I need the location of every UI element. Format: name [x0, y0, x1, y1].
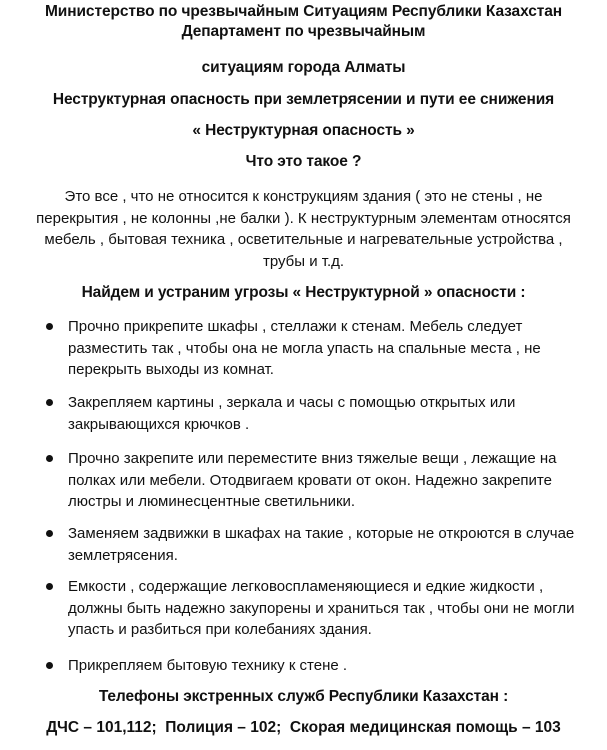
bullet-icon	[46, 583, 53, 590]
bullet-icon	[46, 399, 53, 406]
emergency-heading: Телефоны экстренных служб Республики Казахстан :	[98, 688, 509, 705]
bullet-icon	[46, 323, 53, 330]
bullet-icon	[46, 662, 53, 669]
bullet-icon	[46, 530, 53, 537]
list-item-text: Заменяем задвижки в шкафах на такие , которые не откроются в случае землетрясения.	[68, 525, 575, 564]
document-title: Неструктурная опасность при землетрясении и пути ее снижения	[52, 91, 555, 108]
list-item	[68, 655, 583, 677]
city-heading: ситуациям города Алматы	[201, 59, 406, 76]
bullet-icon	[46, 455, 53, 462]
list-item-text: Закрепляем картины , зеркала и часы с помощью открытых или закрывающихся крючков .	[68, 394, 516, 433]
threats-heading: Найдем и устраним угрозы « Неструктурной » опасности :	[81, 284, 526, 301]
list-item-text: Прочно закрепите или переместите вниз тяжелые вещи , лежащие на полках или мебели. Отодвигаем кровати от окон. Надежно закрепите люстры и люминесцентные светильники.	[68, 450, 557, 510]
section-title: « Неструктурная опасность »	[192, 122, 415, 139]
emergency-numbers: ДЧС – 101,112; Полиция – 102; Скорая медицинская помощь – 103	[46, 719, 561, 736]
question-heading: Что это такое ?	[245, 153, 362, 170]
intro-paragraph: Это все , что не относится к конструкциям здания ( это не стены , не перекрытия , не колонны ,не балки ). К неструктурным элементам относятся мебель , бытовая техника , осветительные и нагревательные устройства , трубы и т.д.	[36, 188, 571, 270]
list-item	[68, 316, 583, 381]
list-item	[68, 576, 583, 641]
list-item-text: Прочно прикрепите шкафы , стеллажи к стенам. Мебель следует разместить так , чтобы она не могла упасть на спальные места , не перекрыть выходы из комнат.	[68, 318, 541, 378]
organization-heading: Министерство по чрезвычайным Ситуациям Республики Казахстан Департамент по чрезвычайным	[45, 3, 562, 40]
list-item	[68, 523, 583, 566]
list-item-text: Прикрепляем бытовую технику к стене .	[68, 657, 348, 674]
list-item-text: Емкости , содержащие легковоспламеняющиеся и едкие жидкости , должны быть надежно закупорены и храниться так , чтобы они не могли упасть и разбиться при колебаниях здания.	[68, 578, 575, 638]
list-item	[68, 392, 583, 435]
list-item	[68, 448, 583, 513]
